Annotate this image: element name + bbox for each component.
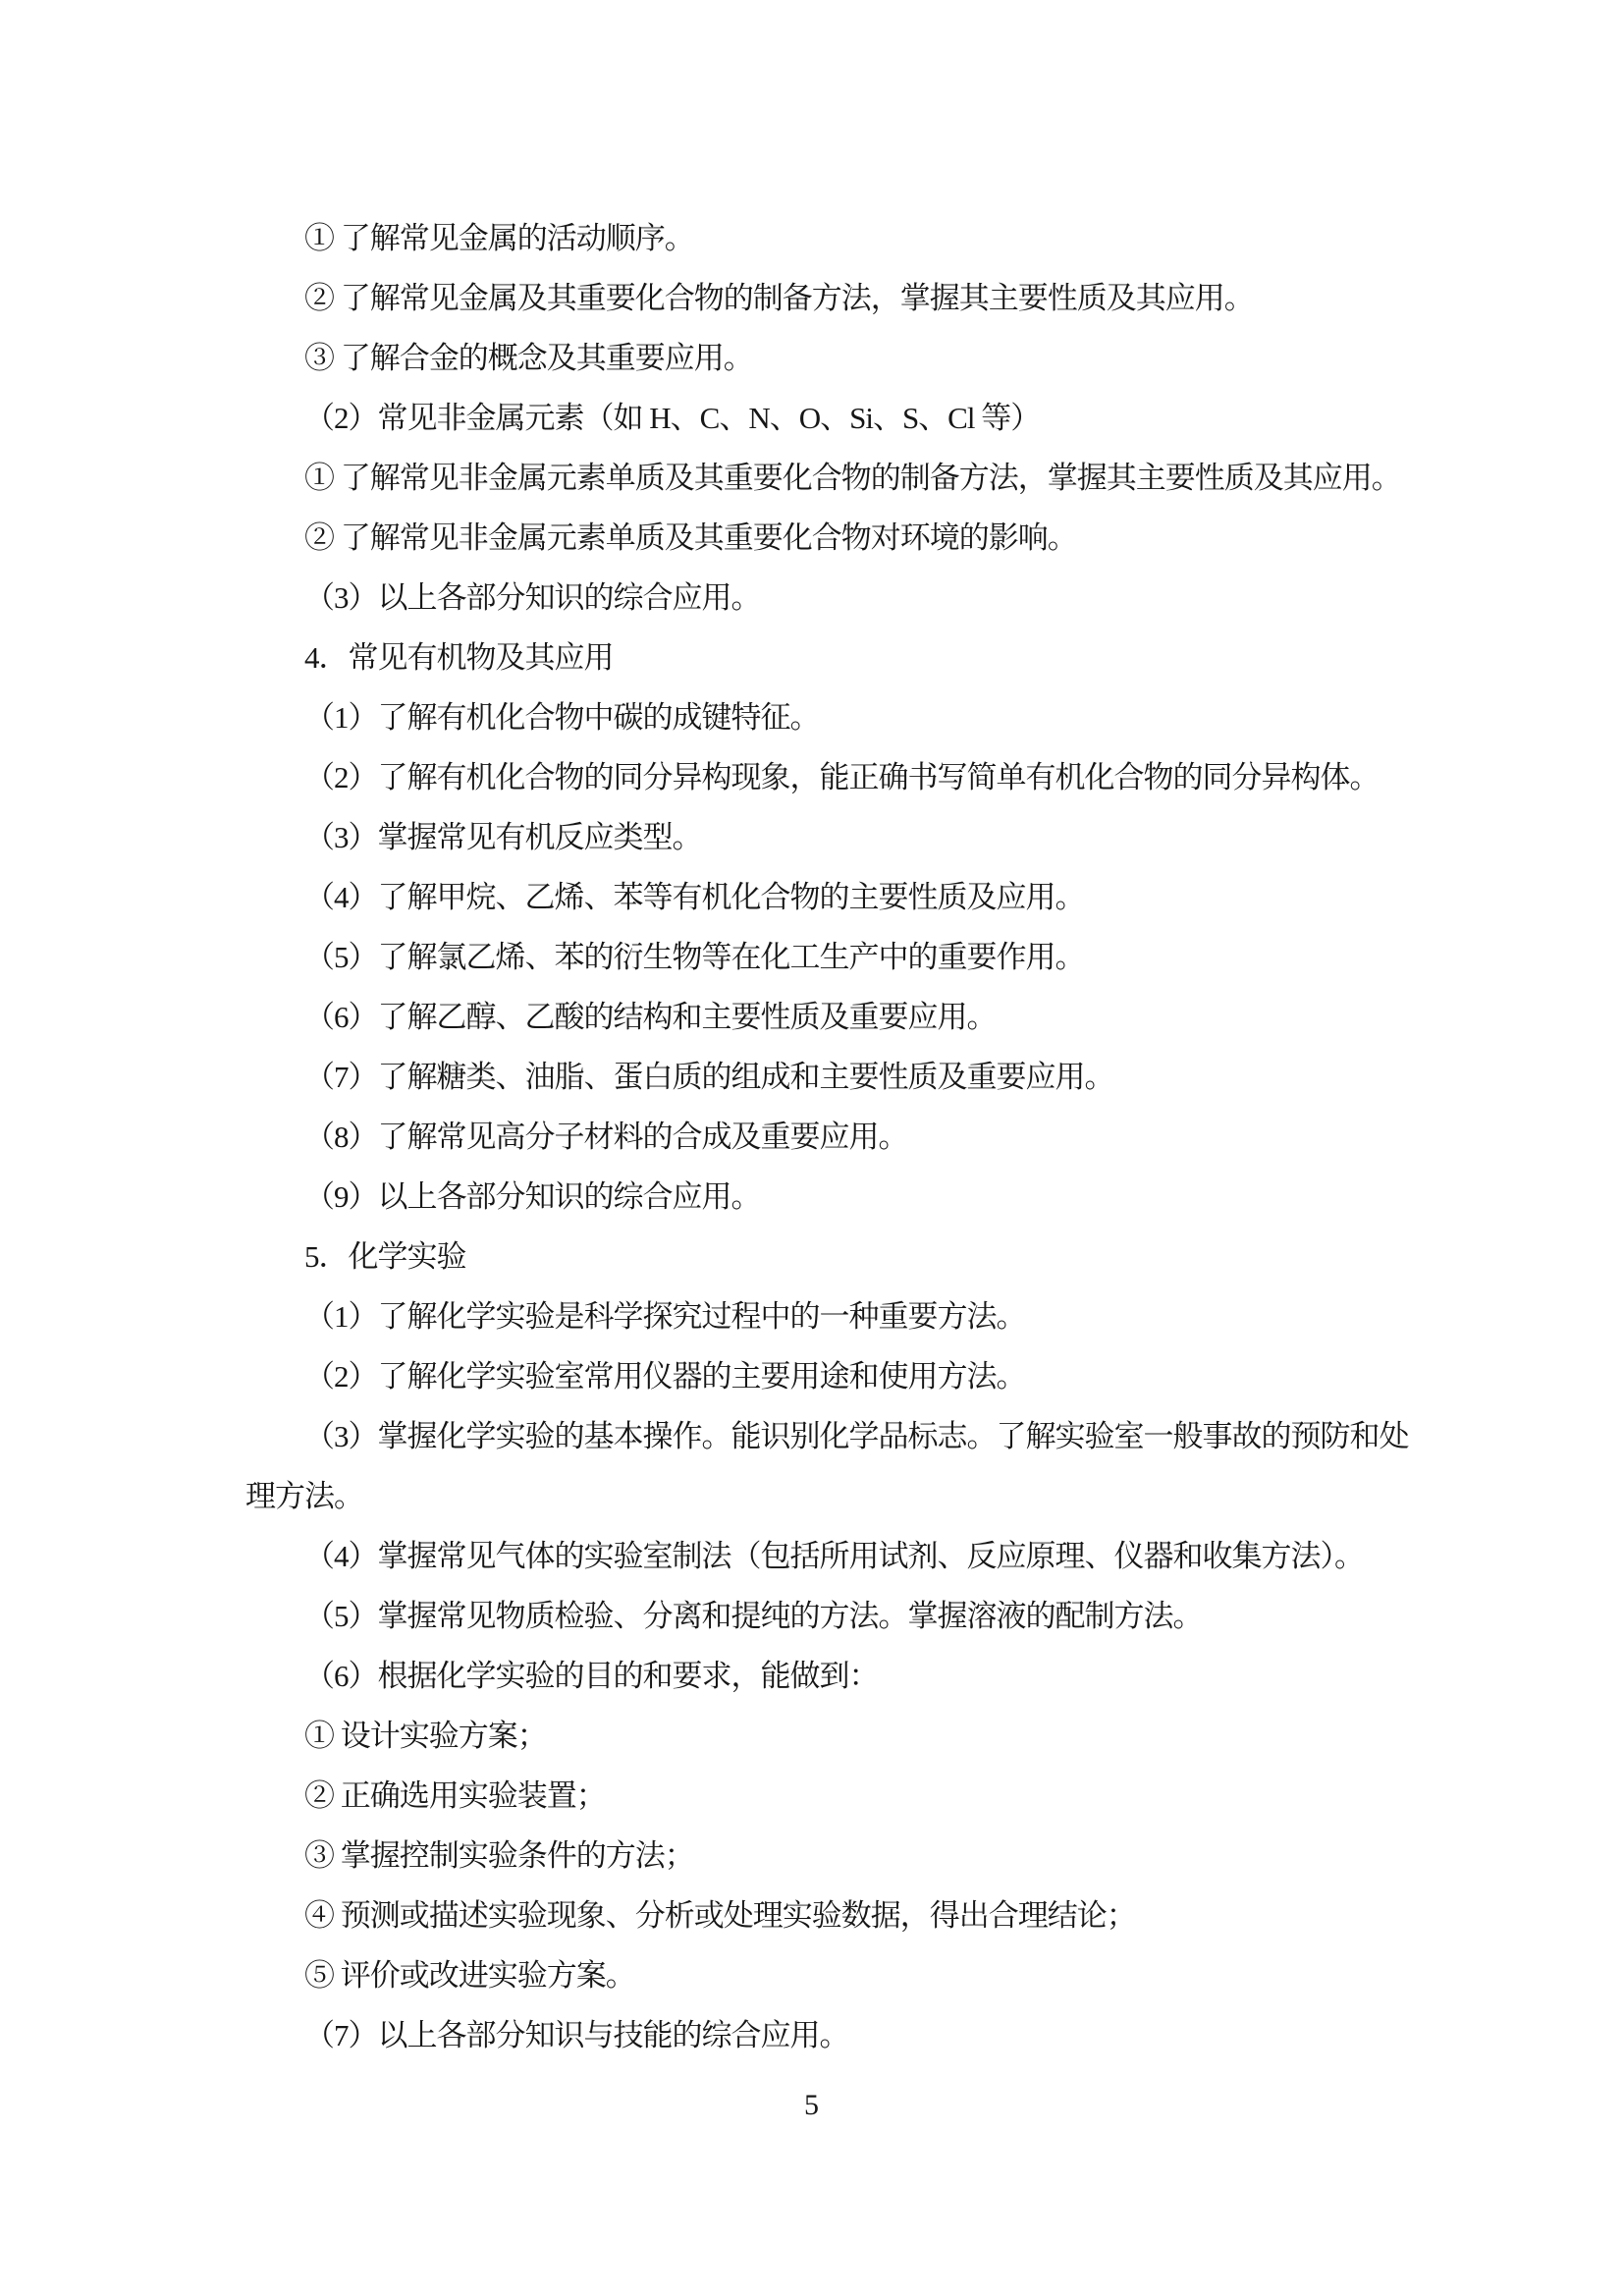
text-line: （4）了解甲烷、乙烯、苯等有机化合物的主要性质及应用。 [304, 880, 1085, 914]
text-line: ② 正确选用实验装置； [304, 1778, 606, 1813]
text-line: （1）了解化学实验是科学探究过程中的一种重要方法。 [304, 1299, 1026, 1334]
document-body [245, 208, 1522, 2065]
text-line: ③ 了解合金的概念及其重要应用。 [304, 341, 753, 375]
text-line: （5）掌握常见物质检验、分离和提纯的方法。掌握溶液的配制方法。 [304, 1599, 1203, 1633]
text-line: ① 了解常见非金属元素单质及其重要化合物的制备方法，掌握其主要性质及其应用。 [304, 461, 1401, 495]
text-line: （8）了解常见高分子材料的合成及重要应用。 [304, 1120, 908, 1154]
section-heading: 5．化学实验 [304, 1239, 466, 1274]
text-line: （1）了解有机化合物中碳的成键特征。 [304, 700, 820, 735]
text-line: （3）以上各部分知识的综合应用。 [304, 580, 761, 615]
text-line: ② 了解常见金属及其重要化合物的制备方法，掌握其主要性质及其应用。 [304, 281, 1254, 315]
text-line: （3）掌握化学实验的基本操作。能识别化学品标志。了解实验室一般事故的预防和处 [304, 1419, 1409, 1453]
text-line: （2）了解有机化合物的同分异构现象，能正确书写简单有机化合物的同分异构体。 [304, 760, 1380, 794]
text-line: （2）常见非金属元素（如 H、C、N、O、Si、S、Cl 等） [304, 401, 1041, 435]
text-line: （7）以上各部分知识与技能的综合应用。 [304, 2018, 849, 2052]
text-line: ③ 掌握控制实验条件的方法； [304, 1838, 694, 1873]
text-line: （3）掌握常见有机反应类型。 [304, 820, 702, 854]
text-line: （5）了解氯乙烯、苯的衍生物等在化工生产中的重要作用。 [304, 940, 1085, 974]
text-line: ② 了解常见非金属元素单质及其重要化合物对环境的影响。 [304, 520, 1077, 555]
section-heading: 4．常见有机物及其应用 [304, 640, 614, 675]
text-line: （6）根据化学实验的目的和要求，能做到： [304, 1659, 879, 1693]
text-line: ⑤ 评价或改进实验方案。 [304, 1958, 635, 1993]
text-line: ① 了解常见金属的活动顺序。 [304, 221, 694, 255]
text-line-continuation: 理方法。 [245, 1479, 363, 1513]
text-line: （9）以上各部分知识的综合应用。 [304, 1179, 761, 1214]
text-line: ① 设计实验方案； [304, 1719, 547, 1753]
text-line: （2）了解化学实验室常用仪器的主要用途和使用方法。 [304, 1359, 1026, 1394]
text-line: （7）了解糖类、油脂、蛋白质的组成和主要性质及重要应用。 [304, 1060, 1114, 1094]
text-line: （4）掌握常见气体的实验室制法（包括所用试剂、反应原理、仪器和收集方法）。 [304, 1539, 1364, 1573]
text-line: ④ 预测或描述实验现象、分析或处理实验数据，得出合理结论； [304, 1898, 1136, 1933]
page-number: 5 [804, 2089, 819, 2121]
text-line: （6）了解乙醇、乙酸的结构和主要性质及重要应用。 [304, 1000, 997, 1034]
